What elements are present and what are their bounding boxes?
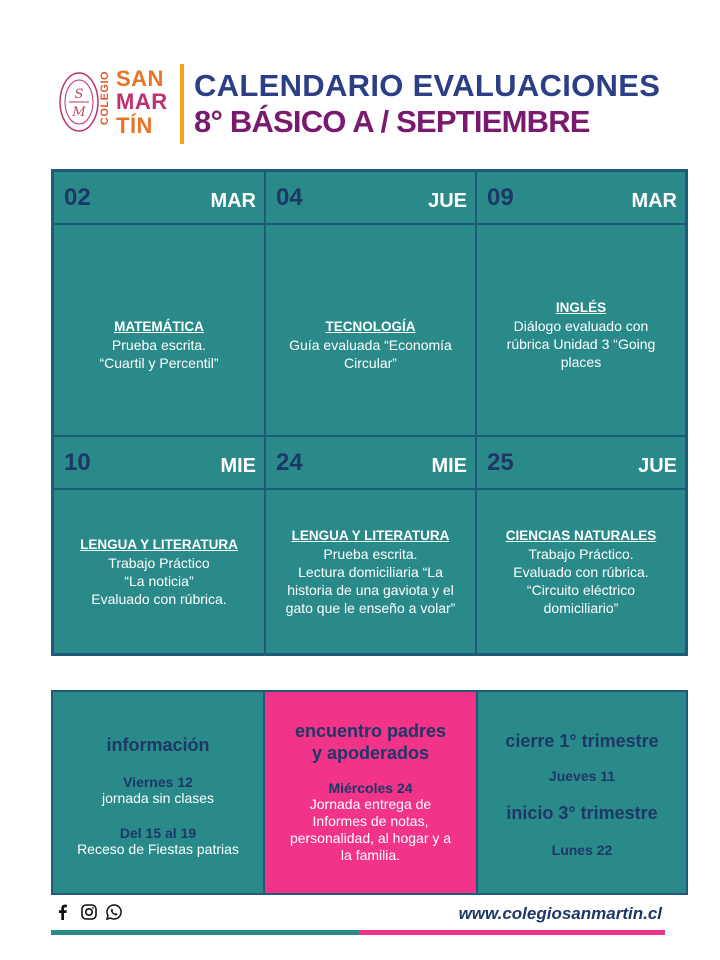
instagram-icon[interactable] [80, 903, 98, 921]
school-seal-icon [58, 70, 100, 134]
day-number: 10 [64, 449, 91, 476]
subject-title: CIENCIAS NATURALES [505, 527, 657, 543]
evaluation-description: Trabajo Práctico “La noticia” Evaluado con rúbrica. [91, 554, 227, 607]
cierre-heading: cierre 1° trimestre [505, 731, 659, 751]
evaluation-calendar [51, 169, 688, 656]
day-number: 24 [276, 449, 303, 476]
calendar-day-header [265, 436, 476, 489]
evaluation-description: Trabajo Práctico. Evaluado con rúbrica. “Circuito eléctrico domiciliario” [513, 545, 649, 616]
page-title: CALENDARIO EVALUACIONES [194, 68, 661, 103]
day-number: 04 [276, 184, 303, 211]
inicio-date: Lunes 22 [551, 842, 613, 858]
evaluation-description: Diálogo evaluado con rúbrica Unidad 3 “Going places [506, 318, 656, 370]
subject-title: INGLÉS [555, 300, 607, 315]
day-number: 09 [487, 184, 514, 211]
info-text-1: jornada sin clases [101, 790, 215, 806]
info-date-1: Viernes 12 [123, 774, 193, 790]
info-date-2: Del 15 al 19 [119, 825, 197, 841]
calendar-day-header [265, 171, 476, 224]
weekday: JUE [428, 190, 467, 212]
logo-name-line-2: MAR [116, 89, 168, 114]
calendar-day-content [476, 224, 686, 436]
logo-name-line-1: SAN [116, 66, 164, 91]
evaluation-description: Prueba escrita. Lectura domiciliaria “La historia de una gaviota y el gato que le enseño a volar” [285, 545, 456, 616]
school-logo [58, 64, 176, 142]
weekday: JUE [638, 455, 677, 477]
evaluation-description: Prueba escrita. “Cuartil y Percentil” [99, 337, 219, 371]
info-panels [51, 690, 688, 895]
encuentro-text: Jornada entrega de Informes de notas, personalidad, al hogar y a la familia. [289, 796, 452, 863]
trimestre-panel [476, 692, 686, 893]
encuentro-date: Miércoles 24 [328, 780, 413, 796]
calendar-day-header [476, 171, 686, 224]
evaluation-description: Guía evaluada “Economía Circular” [289, 337, 452, 371]
calendar-day-header [53, 436, 265, 489]
calendar-day-content [476, 489, 686, 654]
subject-title: LENGUA Y LITERATURA [80, 536, 238, 552]
encuentro-panel [265, 692, 476, 893]
svg-text:S: S [74, 87, 84, 102]
informacion-panel [53, 692, 265, 893]
page-subtitle: 8° BÁSICO A / SEPTIEMBRE [194, 104, 590, 139]
encuentro-heading: encuentro padres y apoderados [294, 721, 447, 763]
cierre-date: Jueves 11 [548, 768, 616, 784]
day-number: 25 [487, 449, 514, 476]
footer-bar-pink [359, 930, 665, 935]
facebook-icon[interactable] [54, 903, 72, 921]
weekday: MAR [631, 190, 677, 212]
calendar-day-content [265, 224, 476, 436]
calendar-day-content [53, 224, 265, 436]
day-number: 02 [64, 184, 91, 211]
whatsapp-icon[interactable] [105, 903, 123, 921]
subject-title: LENGUA Y LITERATURA [291, 527, 450, 543]
logo-name-line-3: TÍN [116, 113, 153, 138]
info-text-2: Receso de Fiestas patrias [77, 841, 239, 857]
weekday: MIE [431, 455, 467, 477]
calendar-day-header [53, 171, 265, 224]
informacion-heading: información [106, 735, 210, 755]
logo-colegio-label: COLEGIO [99, 70, 111, 126]
calendar-day-header [476, 436, 686, 489]
weekday: MAR [210, 190, 256, 212]
website-link[interactable]: www.colegiosanmartin.cl [458, 904, 662, 923]
weekday: MIE [220, 455, 256, 477]
inicio-heading: inicio 3° trimestre [506, 803, 658, 823]
calendar-day-content [53, 489, 265, 654]
header-divider [180, 64, 184, 144]
footer-bar-teal [51, 930, 359, 935]
calendar-day-content [265, 489, 476, 654]
subject-title: MATEMÁTICA [114, 319, 204, 334]
svg-text:M: M [72, 105, 86, 120]
subject-title: TECNOLOGÍA [325, 319, 416, 334]
